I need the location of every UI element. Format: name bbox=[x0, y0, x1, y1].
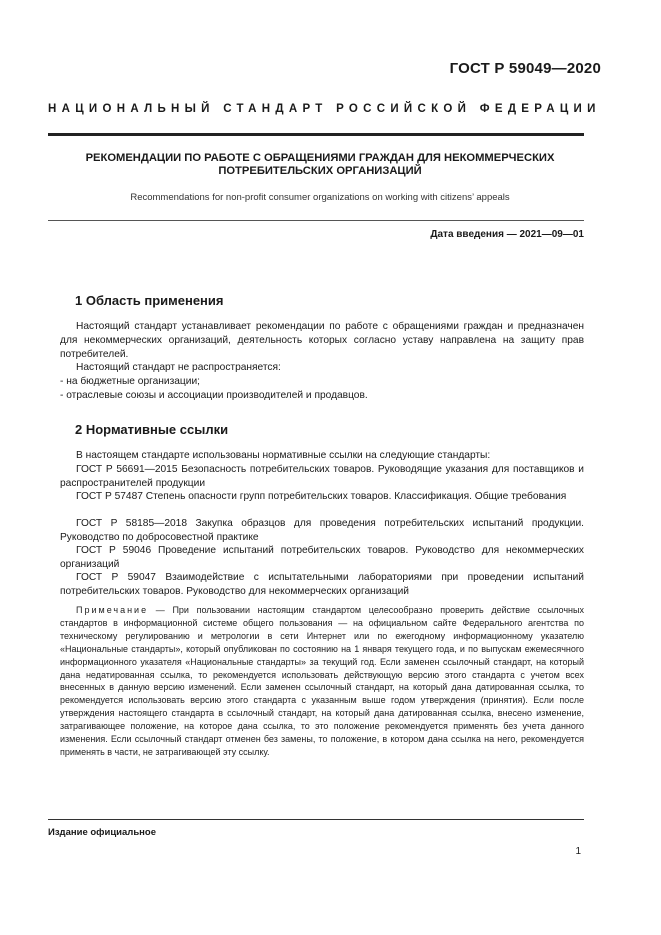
standard-title: НАЦИОНАЛЬНЫЙ СТАНДАРТ РОССИЙСКОЙ ФЕДЕРАЦИИ bbox=[48, 103, 601, 115]
reference-item: ГОСТ Р 56691—2015 Безопасность потребительских товаров. Руководящие указания для поставщиков и распространителей продукции bbox=[60, 464, 584, 489]
footer-divider bbox=[48, 819, 584, 820]
section-1-paragraph: Настоящий стандарт устанавливает рекомендации по работе с обращениями граждан и предназначен для некоммерческих организаций, деятельность которых согласно уставу направлена на защиту прав потребителей. bbox=[60, 321, 584, 360]
introduction-date: Дата введения — 2021—09—01 bbox=[430, 229, 584, 240]
reference-item: ГОСТ Р 59047 Взаимодействие с испытательными лабораториями при проведении испытаний потребительских товаров. Руководство для некоммерческих организаций bbox=[60, 572, 584, 597]
reference-item: ГОСТ Р 57487 Степень опасности групп потребительских товаров. Классификация. Общие требования bbox=[76, 491, 567, 502]
note-label: Примечание bbox=[76, 605, 149, 615]
document-title-line-2: ПОТРЕБИТЕЛЬСКИХ ОРГАНИЗАЦИЙ bbox=[218, 165, 422, 177]
document-title bbox=[60, 152, 580, 178]
header-divider bbox=[48, 133, 584, 136]
section-2-paragraph: В настоящем стандарте использованы нормативные ссылки на следующие стандарты: bbox=[76, 450, 491, 461]
reference-item: ГОСТ Р 58185—2018 Закупка образцов для проведения потребительских испытаний продукции. Руководство по добросовестной практике bbox=[60, 518, 584, 543]
gost-number: ГОСТ Р 59049—2020 bbox=[449, 60, 601, 77]
edition-label: Издание официальное bbox=[48, 827, 156, 838]
section-1-paragraph: Настоящий стандарт не распространяется: bbox=[76, 362, 281, 373]
document-title-line-1: РЕКОМЕНДАЦИИ ПО РАБОТЕ С ОБРАЩЕНИЯМИ ГРАЖДАН ДЛЯ НЕКОММЕРЧЕСКИХ bbox=[85, 152, 555, 164]
section-1-heading: 1 Область применения bbox=[75, 293, 224, 308]
page-number: 1 bbox=[575, 846, 581, 857]
list-item: - отраслевые союзы и ассоциации производителей и продавцов. bbox=[60, 390, 368, 401]
note-text: — При пользовании настоящим стандартом целесообразно проверить действие ссылочных стандартов в информационной системе общего пользования — на официальном сайте Федерального агентства по техническому регулированию и метрологии в сети Интернет или по ежегодному информационному указателю «Национальные стандарты», который опубликован по состоянию на 1 января текущего года, и по выпускам ежемесячного информационного указателя «Национальные стандарты» за текущий год. Если заменен ссылочный стандарт, на который дана недатированная ссылка, то рекомендуется использовать действующую версию этого стандарта с учетом всех внесенных в данную версию изменений. Если заменен ссылочный стандарт, на который дана датированная ссылка, то рекомендуется использовать версию этого стандарта с указанным выше годом утверждения (принятия). Если после утверждения настоящего стандарта в ссылочный стандарт, на который дана датированная ссылка, внесено изменение, затрагивающее положение, на которое дана ссылка, то это положение рекомендуется применять без учета данного изменения. Если ссылочный стандарт отменен без замены, то положение, в котором дана ссылка на него, рекомендуется применять в части, не затрагивающей эту ссылку. bbox=[60, 605, 584, 757]
document-title-english: Recommendations for non-profit consumer organizations on working with citizens’ appeals bbox=[130, 192, 510, 203]
reference-item: ГОСТ Р 59046 Проведение испытаний потребительских товаров. Руководство для некоммерческих организаций bbox=[60, 545, 584, 570]
list-item: - на бюджетные организации; bbox=[60, 376, 200, 387]
note bbox=[60, 604, 584, 759]
section-2-heading: 2 Нормативные ссылки bbox=[75, 422, 229, 437]
title-divider bbox=[48, 220, 584, 221]
